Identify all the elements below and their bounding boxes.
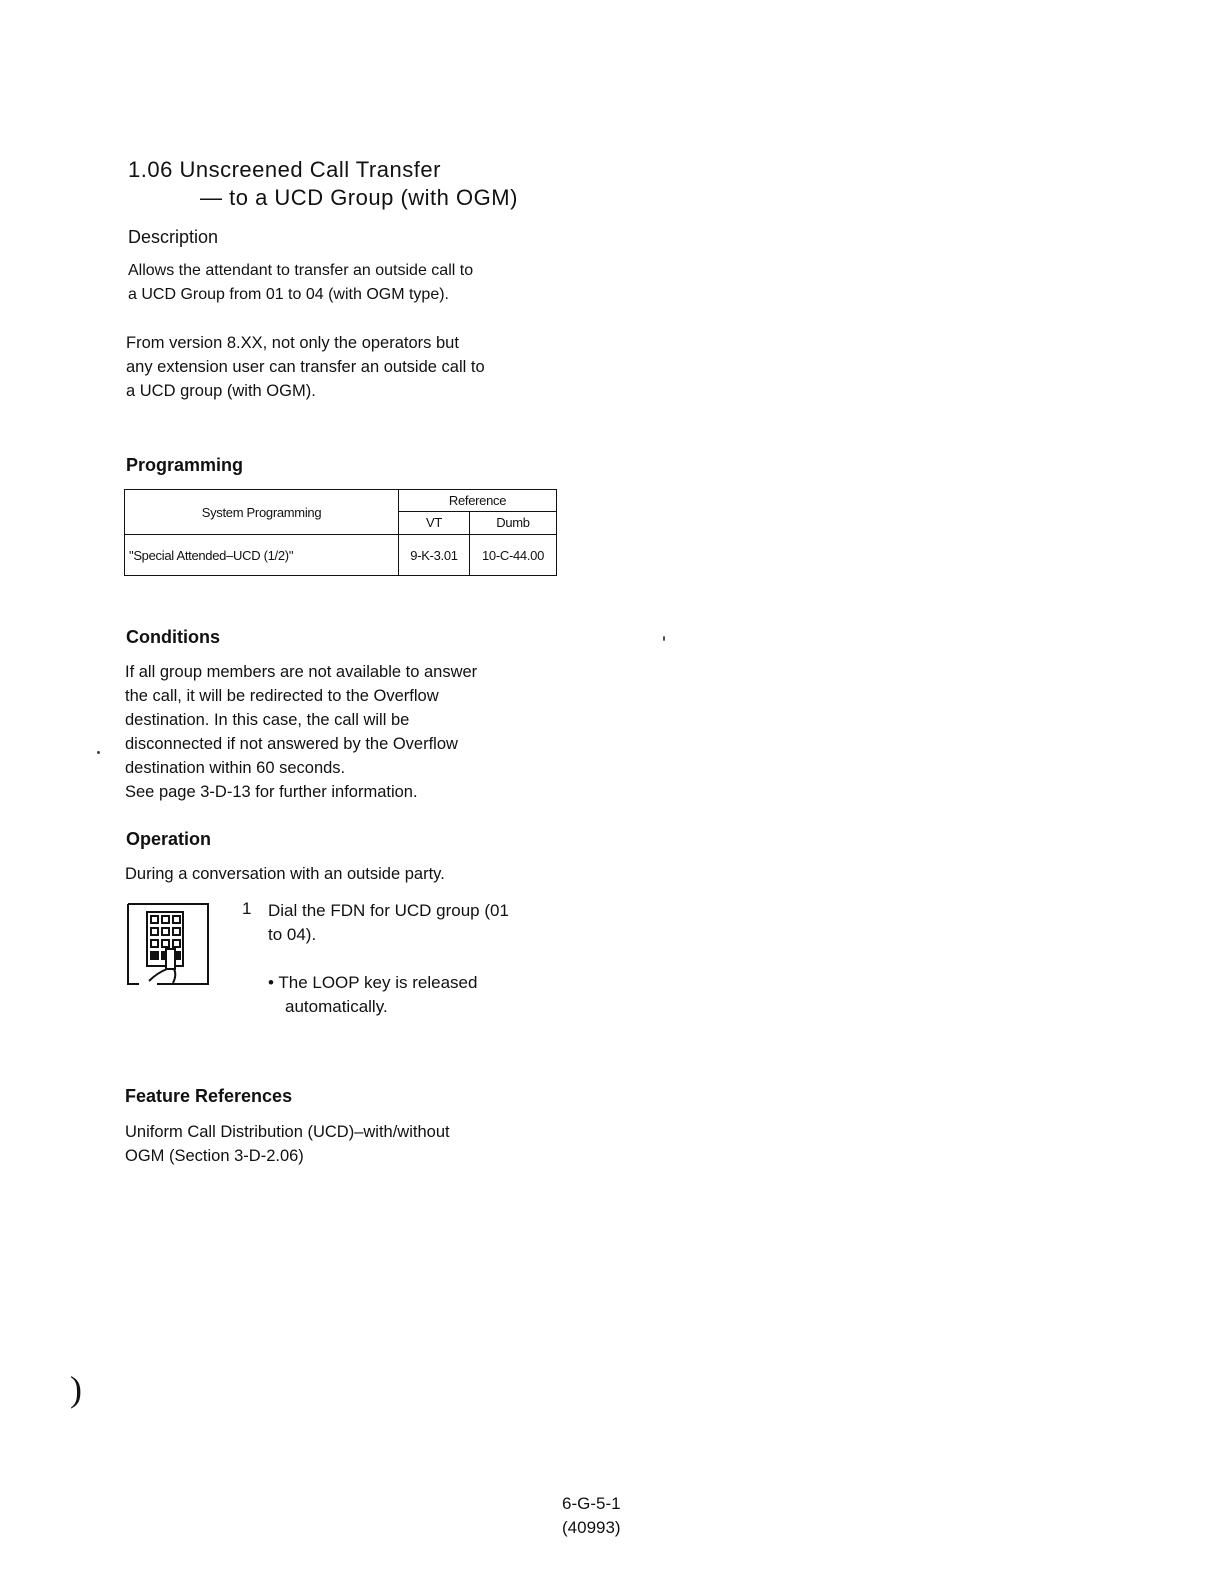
programming-heading: Programming: [126, 455, 244, 475]
conditions-heading: Conditions: [126, 627, 220, 647]
description-paragraph-1: Allows the attendant to transfer an outside call to a UCD Group from 01 to 04 (with OGM type).: [128, 262, 474, 303]
conditions-text: If all group members are not available to answer the call, it will be redirected to the Overflow destination. In this case, the call will be disconnected if not answered by the Overflow destination within 60 seconds. See page 3-D-13 for further information.: [125, 663, 478, 801]
col-vt: VT: [399, 511, 470, 534]
step-number: 1: [242, 899, 252, 918]
description-paragraph-2: From version 8.XX, not only the operators but any extension user can transfer an outside call to a UCD group (with OGM).: [126, 334, 485, 400]
row-dumb: 10-C-44.00: [470, 535, 557, 576]
row-vt: 9-K-3.01: [399, 535, 470, 576]
section-title-line1: Unscreened Call Transfer: [179, 157, 441, 182]
scan-artifact-paren: ): [70, 1369, 82, 1409]
scan-artifact-dot: [663, 636, 665, 641]
col-reference: Reference: [399, 490, 557, 512]
description-heading: Description: [128, 227, 219, 247]
section-title-line2: — to a UCD Group (with OGM): [200, 185, 518, 210]
table-row: [125, 535, 557, 576]
page-number: 6-G-5-1: [562, 1494, 621, 1513]
col-system-programming: System Programming: [125, 490, 399, 535]
document-code: (40993): [562, 1518, 621, 1537]
section-title: [128, 156, 518, 212]
step-text: Dial the FDN for UCD group (01 to 04).: [268, 901, 509, 944]
step-bullet: • The LOOP key is released automatically.: [268, 973, 478, 1016]
programming-table: [124, 489, 557, 576]
feature-references-heading: Feature References: [125, 1086, 293, 1106]
operation-intro: During a conversation with an outside party.: [125, 865, 445, 883]
page-footer: [562, 1492, 621, 1540]
scan-artifact-dot: [97, 751, 100, 754]
col-dumb: Dumb: [470, 511, 557, 534]
operation-heading: Operation: [126, 829, 212, 849]
section-number: 1.06: [128, 157, 173, 182]
row-name: "Special Attended–UCD (1/2)": [125, 535, 399, 576]
feature-references-text: Uniform Call Distribution (UCD)–with/without OGM (Section 3-D-2.06): [125, 1123, 450, 1165]
keypad-dial-icon: [127, 903, 209, 985]
